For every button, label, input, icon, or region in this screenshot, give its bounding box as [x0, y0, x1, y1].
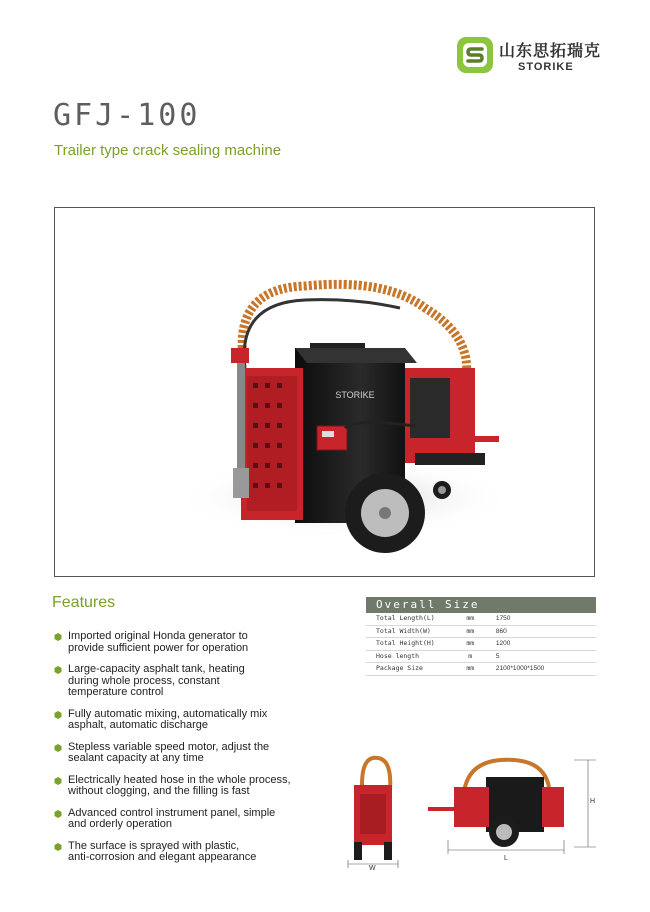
table-row — [366, 663, 596, 676]
bullet-hexagon-icon — [54, 810, 62, 818]
product-subtitle: Trailer type crack sealing machine — [54, 142, 282, 159]
list-item — [54, 775, 329, 798]
list-item — [54, 808, 329, 831]
feature-line: Fully automatic mixing, automatically mix — [68, 707, 268, 720]
bullet-hexagon-icon — [54, 633, 62, 641]
feature-line: without clogging, and the filling is fast — [68, 785, 250, 797]
brand-logo — [457, 37, 607, 75]
spec-value: 1750 — [495, 615, 511, 622]
list-item — [54, 709, 329, 732]
brand-name-cn: 山东思拓瑞克 — [499, 41, 602, 60]
list-item — [54, 664, 329, 699]
height-label: H — [590, 798, 596, 805]
spec-unit: mm — [466, 664, 475, 672]
feature-line: Electrically heated hose in the whole process, — [68, 773, 291, 786]
feature-line: Large-capacity asphalt tank, heating — [68, 663, 245, 675]
bullet-hexagon-icon — [54, 777, 62, 785]
spec-name: Package Size — [376, 664, 423, 672]
model-title: GFJ-100 — [53, 98, 201, 133]
feature-line: asphalt, automatic discharge — [68, 719, 209, 731]
spec-value: 1200 — [495, 640, 511, 647]
overall-size-title: Overall Size — [366, 597, 596, 613]
spec-unit: mm — [466, 626, 475, 635]
bullet-hexagon-icon — [54, 711, 62, 719]
spec-value: 5 — [495, 652, 500, 660]
table-row — [366, 638, 596, 651]
feature-line: and orderly operation — [68, 818, 172, 830]
list-item — [54, 841, 329, 864]
table-row — [366, 651, 596, 664]
front-view-diagram — [340, 750, 406, 880]
spec-unit: mm — [466, 639, 475, 647]
features-list — [54, 631, 329, 864]
spec-unit: m — [468, 651, 473, 660]
spec-value: 860 — [495, 627, 507, 635]
machine-illustration — [55, 208, 595, 577]
bullet-hexagon-icon — [54, 744, 62, 752]
table-row — [366, 613, 596, 626]
spec-value: 2100*1000*1500 — [495, 665, 545, 672]
feature-line: anti-corrosion and elegant appearance — [68, 851, 257, 863]
bullet-hexagon-icon — [54, 843, 62, 851]
feature-line: temperature control — [68, 686, 164, 698]
feature-line: Imported original Honda generator to — [68, 630, 248, 642]
overall-size-table — [366, 597, 596, 676]
machine-brand-label: STORIKE — [335, 390, 375, 400]
features-title: Features — [52, 594, 116, 611]
width-label: W — [369, 865, 376, 872]
feature-line: sealant capacity at any time — [68, 752, 204, 764]
feature-line: during whole process, constant — [68, 674, 220, 687]
feature-line: Advanced control instrument panel, simple — [68, 806, 276, 819]
spec-name: Total Width(W) — [376, 626, 431, 635]
bullet-hexagon-icon — [54, 666, 62, 674]
table-row — [366, 626, 596, 639]
feature-line: The surface is sprayed with plastic, — [68, 839, 240, 852]
product-photo — [54, 207, 595, 577]
length-label: L — [504, 855, 508, 862]
spec-unit: mm — [466, 614, 475, 622]
feature-line: provide sufficient power for operation — [68, 641, 249, 654]
spec-name: Hose length — [376, 651, 420, 660]
list-item — [54, 631, 329, 654]
feature-line: Stepless variable speed motor, adjust the — [68, 740, 270, 753]
side-view-diagram — [424, 752, 604, 870]
list-item — [54, 742, 329, 765]
spec-name: Total Length(L) — [376, 614, 435, 622]
spec-name: Total Height(H) — [376, 639, 435, 647]
brand-name-en: STORIKE — [518, 61, 574, 73]
logo-mark-icon — [457, 37, 493, 73]
